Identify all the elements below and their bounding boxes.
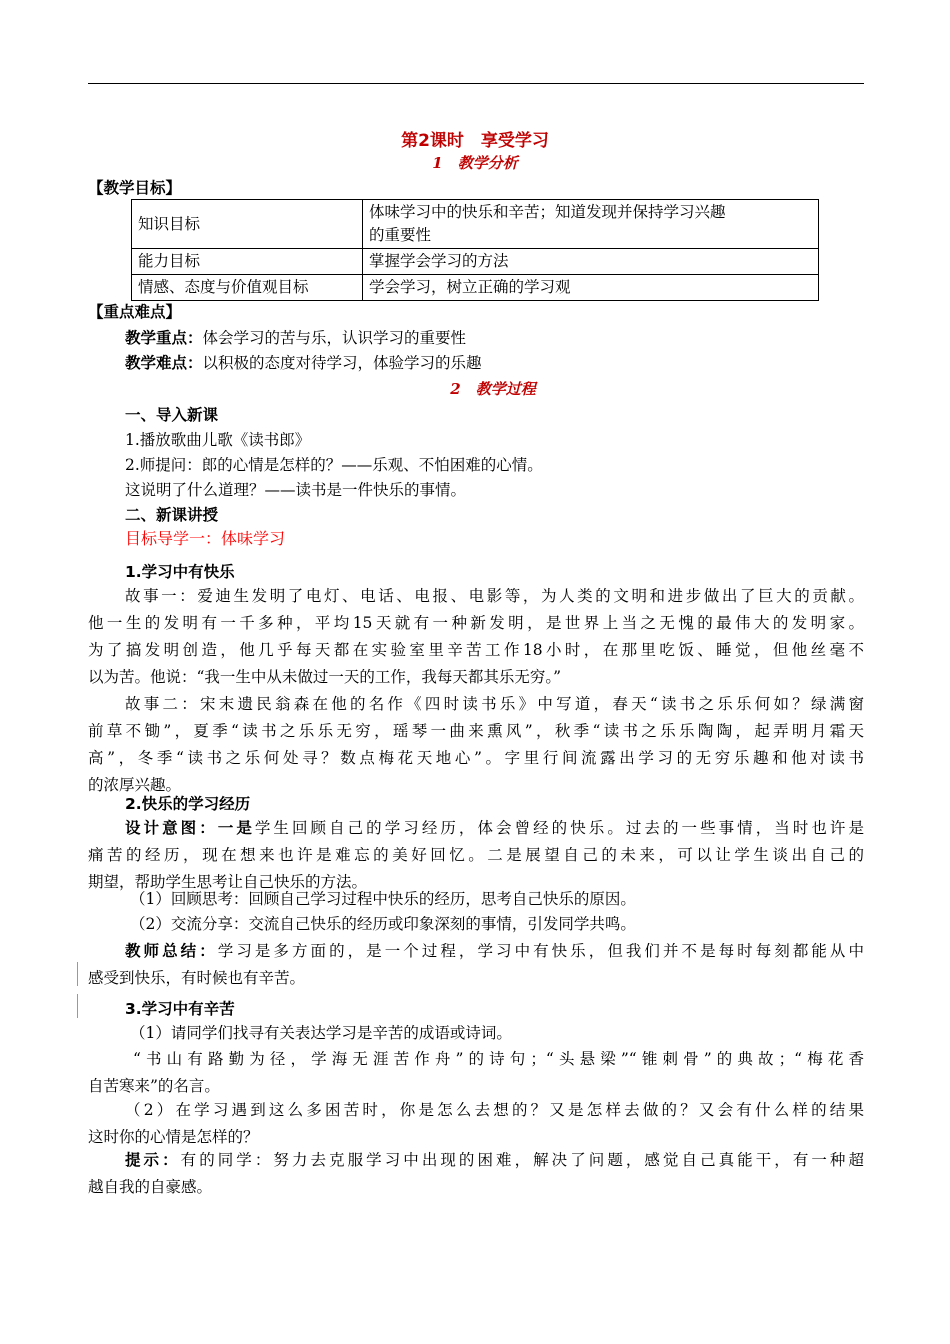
quote-paragraph: [88, 1046, 864, 1100]
intro-line: 这说明了什么道理？——读书是一件快乐的事情。: [125, 481, 467, 499]
quote-line: “书山有路勤为径，学海无涯苦作舟”的诗句；“头悬梁”“锥刺骨”的典故；“梅花香: [133, 1050, 864, 1068]
design-intent: [88, 815, 864, 896]
goal-text-line: 体味学习中的快乐和辛苦；知道发现并保持学习兴趣: [369, 203, 726, 221]
difficult-text: 以积极的态度对待学习，体验学习的乐趣: [202, 354, 482, 372]
intro-line: 1.播放歌曲儿歌《读书郎》: [125, 431, 311, 449]
table-row: [132, 200, 819, 249]
summary-line: [88, 938, 864, 965]
question-line: （1）请同学们找寻有关表达学习是辛苦的成语或诗词。: [130, 1024, 512, 1042]
design-line: 期望，帮助学生思考让自己快乐的方法。: [88, 873, 368, 891]
lesson-title: 第2课时 享受学习: [401, 131, 549, 151]
section-subtitle-analysis: 1 教学分析: [432, 154, 518, 172]
design-emphasis: 一是: [217, 819, 255, 837]
summary-line: 感受到快乐，有时候也有辛苦。: [88, 969, 306, 987]
question-two: [88, 1097, 864, 1151]
table-row: [132, 249, 819, 275]
difficult-point: [125, 351, 905, 375]
story-line: 故事一：爱迪生发明了电灯、电话、电报、电影等，为人类的文明和进步做出了巨大的贡献。: [125, 587, 864, 605]
design-label: 设计意图：: [125, 819, 218, 837]
story-one: [88, 583, 864, 691]
key-point-label: 教学重点：: [125, 329, 203, 347]
section-intro-heading: 一、导入新课: [125, 406, 219, 424]
goal-text: [363, 200, 819, 249]
margin-marker: [77, 962, 78, 986]
hint-text: 有的同学：努力去克服学习中出现的困难，解决了问题，感觉自己真能干，有一种超: [180, 1151, 864, 1169]
margin-marker: [77, 994, 78, 1018]
teacher-summary: [88, 938, 864, 992]
question-line: 这时你的心情是怎样的？: [88, 1128, 259, 1146]
header-rule: [88, 83, 864, 84]
story-two: [88, 691, 864, 799]
story-line: 为了搞发明创造，他几乎每天都在实验室里辛苦工作18小时，在那里吃饭、睡觉，但他丝毫不: [88, 641, 864, 659]
table-row: [132, 275, 819, 301]
story-line: 的浓厚兴趣。: [88, 776, 182, 794]
section-subtitle-process: 2 教学过程: [450, 380, 536, 398]
subsection-heading: 1.学习中有快乐: [125, 563, 235, 581]
story-line: 前草不锄”，夏季“读书之乐乐无穷，瑶琴一曲来熏风”，秋季“读书之乐乐陶陶，起弄明月霜天: [88, 722, 864, 740]
list-item: （1）回顾思考：回顾自己学习过程中快乐的经历，思考自己快乐的原因。: [130, 890, 636, 908]
goal-label: 能力目标: [132, 249, 363, 275]
goal-text-line: 的重要性: [369, 226, 432, 244]
goal-guide-heading: 目标导学一：体味学习: [125, 529, 286, 548]
question-line: （2）在学习遇到这么多困苦时，你是怎么去想的？又是怎样去做的？又会有什么样的结果: [125, 1101, 864, 1119]
difficult-label: 教学难点：: [125, 354, 203, 372]
key-point: [125, 326, 905, 350]
design-line: 痛苦的经历，现在想来也许是难忘的美好回忆。二是展望自己的未来，可以让学生谈出自己的: [88, 846, 864, 864]
hint-label: 提示：: [125, 1151, 181, 1169]
story-line: 他一生的发明有一千多种，平均15天就有一种新发明，是世界上当之无愧的最伟大的发明家。: [88, 614, 864, 632]
intro-line: 2.师提问：郎的心情是怎样的？——乐观、不怕困难的心情。: [125, 456, 543, 474]
summary-text: 学习是多方面的，是一个过程，学习中有快乐，但我们并不是每时每刻都能从中: [217, 942, 864, 960]
goal-text: 掌握学会学习的方法: [363, 249, 819, 275]
design-line: [88, 815, 864, 842]
story-line: 以为苦。他说：“我一生中从未做过一天的工作，我每天都其乐无穷。”: [88, 668, 562, 686]
design-text: 学生回顾自己的学习经历，体会曾经的快乐。过去的一些事情，当时也许是: [254, 819, 864, 837]
goals-heading: 【教学目标】: [88, 179, 182, 197]
hint-paragraph: [88, 1147, 864, 1201]
list-item: （2）交流分享：交流自己快乐的经历或印象深刻的事情，引发同学共鸣。: [130, 915, 636, 933]
story-line: 高”，冬季“读书之乐何处寻？数点梅花天地心”。字里行间流露出学习的无穷乐趣和他对读书: [88, 749, 864, 767]
subsection-heading: 2.快乐的学习经历: [125, 795, 251, 813]
story-line: 故事二：宋末遗民翁森在他的名作《四时读书乐》中写道，春天“读书之乐乐何如？绿满窗: [125, 695, 864, 713]
key-point-text: 体会学习的苦与乐，认识学习的重要性: [202, 329, 467, 347]
subsection-heading: 3.学习中有辛苦: [125, 1000, 235, 1018]
quote-line: 自苦寒来”的名言。: [88, 1077, 220, 1095]
key-heading: 【重点难点】: [88, 303, 182, 321]
summary-label: 教师总结：: [125, 942, 218, 960]
goals-table: [131, 199, 819, 301]
hint-line: 越自我的自豪感。: [88, 1178, 213, 1196]
goal-text: 学会学习，树立正确的学习观: [363, 275, 819, 301]
section-new-heading: 二、新课讲授: [125, 506, 219, 524]
goal-label: 情感、态度与价值观目标: [132, 275, 363, 301]
goal-label: 知识目标: [132, 200, 363, 249]
hint-line: [88, 1147, 864, 1174]
